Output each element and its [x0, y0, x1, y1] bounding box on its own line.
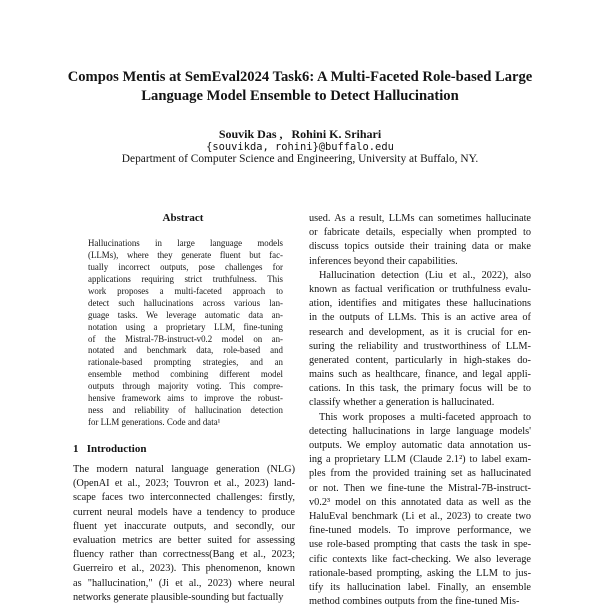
abstract-heading: Abstract	[162, 212, 204, 224]
text-line: tually incorrect outputs, pose challenges for	[88, 261, 283, 272]
text-line: cific contexts like fact-checking. We also leverage	[309, 553, 531, 565]
text-line: in the outputs of LLMs. This is an active area of	[309, 312, 531, 324]
text-line: detecting hallucinations in large language models'	[309, 425, 531, 437]
text-line: use role-based prompting that casts the task in spe-	[309, 539, 531, 551]
text-line: used. As a result, LLMs can sometimes hallucinate	[309, 213, 531, 224]
text-line: as "hallucination," (Ji et al., 2023) where neural	[73, 577, 295, 589]
text-line: notated and benchmark data, role-based and	[88, 345, 283, 356]
right-column-body	[309, 212, 531, 609]
text-line: The modern natural language generation (NLG)	[73, 464, 295, 475]
text-line: ples from the provided training set as hallucinated	[309, 468, 531, 480]
text-line: method combines outputs from the fine-tuned Mis-	[309, 596, 520, 608]
author-names: Souvik Das , Rohini K. Srihari	[218, 127, 382, 141]
left-column-body	[73, 463, 295, 605]
text-line: (OpenAI et al., 2023; Touvron et al., 2023) land-	[73, 478, 295, 490]
text-line: ing a proprietary LLM (Claude 2.1²) to label exam-	[309, 454, 531, 466]
text-line: for LLM generations. Code and data¹	[88, 417, 221, 428]
text-line: outputs through majority voting. This compre-	[88, 381, 283, 392]
text-line: networks generate plausible-sounding but factually	[73, 591, 284, 603]
text-line: ation, identifies and mitigates these hallucinations	[309, 298, 531, 310]
text-line: cations. In this task, the primary focus will be to	[309, 383, 531, 395]
text-line: generated content, particularly in high-stakes do-	[309, 354, 531, 366]
text-line: Hallucination detection (Liu et al., 2022), also	[319, 269, 531, 281]
text-line: rationale-based prompting strategies, and an	[88, 357, 283, 368]
title-line: Language Model Ensemble to Detect Hallucination	[141, 88, 459, 104]
text-line: suring the reliability and trustworthiness of LLM-	[309, 340, 531, 352]
text-line: evaluation metrics are better suited for assessing	[73, 534, 295, 546]
text-line: HaluEval benchmark (Li et al., 2023) to create two	[309, 510, 531, 522]
text-line: fluency rather than correctness(Bang et al., 2023;	[73, 549, 295, 561]
text-line: Hallucinations in large language models	[88, 238, 283, 248]
text-line: rationale-based prompting, asking the LLM to jus-	[309, 567, 531, 579]
paper-title	[50, 68, 550, 106]
text-line: fluent yet inaccurate outputs, and secondly, our	[73, 520, 295, 532]
text-line: ensemble method combining different model	[88, 369, 283, 380]
text-line: guage tasks. We leverage automatic data an-	[88, 309, 283, 320]
text-line: of the Mistral-7B-instruct-v0.2 model on an-	[88, 333, 283, 344]
text-line: detect such hallucinations across various lan-	[88, 297, 283, 308]
text-line: Guerreiro et al., 2023). This phenomenon, known	[73, 563, 295, 575]
title-line: Compos Mentis at SemEval2024 Task6: A Multi-Faceted Role-based Large	[67, 69, 533, 85]
author-email[interactable]: {souvikda, rohini}@buffalo.edu	[206, 141, 394, 153]
text-line: This work proposes a multi-faceted approach to	[319, 411, 531, 423]
text-line: or fabricate details, especially when prompted to	[309, 227, 531, 239]
text-line: current neural models have a tendency to produce	[73, 506, 295, 518]
text-line: fine-tuned models. To improve performance, we	[309, 525, 531, 537]
text-line: work proposes a multi-faceted approach to	[88, 285, 283, 296]
text-line: or not. Then we fine-tune the Mistral-7B-instruct-	[309, 482, 531, 494]
text-line: tify its hallucination label. Finally, an ensemble	[309, 581, 531, 593]
text-line: v0.2³ model on this annotated data as well as the	[309, 496, 531, 508]
text-line: outputs. We employ automatic data annotation us-	[309, 440, 531, 452]
text-line: known as factual verification or truthfulness evalu-	[309, 283, 531, 295]
text-line: ness and reliability of hallucination detection	[88, 405, 283, 416]
text-line: applications requiring strict truthfulness. This	[88, 273, 283, 284]
author-affiliation: Department of Computer Science and Engineering, University at Buffalo, NY.	[121, 153, 479, 165]
text-line: scape faces two interconnected challenges: firstly,	[73, 492, 295, 504]
text-line: research and development, as it is crucial for en-	[309, 326, 531, 338]
text-line: mains such as healthcare, finance, and legal appli-	[309, 369, 531, 381]
text-line: inferences beyond their capabilities.	[309, 255, 458, 267]
text-line: notation using a proprietary LLM, fine-tuning	[88, 321, 283, 332]
section-heading-introduction: 1 Introduction	[73, 443, 147, 455]
text-line: classify whether a generation is hallucinated.	[309, 397, 495, 409]
abstract-body	[88, 238, 283, 429]
text-line: (LLMs), where they generate fluent but fac-	[88, 249, 283, 260]
text-line: hensive framework aims to improve the robust-	[88, 393, 283, 404]
text-line: discuss topics outside their training data or make	[309, 241, 531, 253]
